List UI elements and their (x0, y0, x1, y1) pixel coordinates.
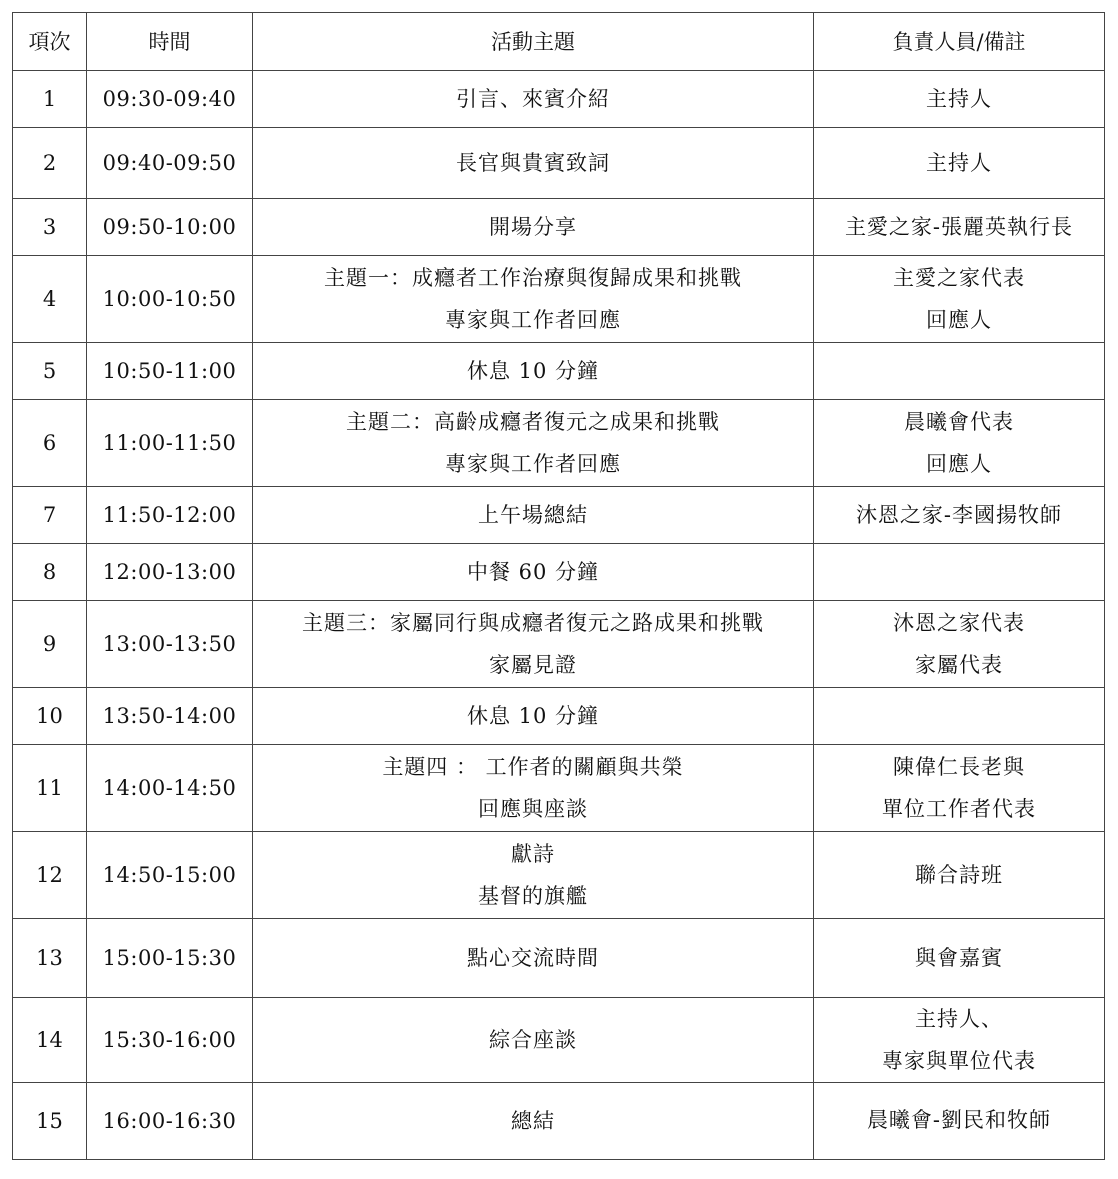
topic-line: 長官與貴賓致詞 (456, 151, 610, 175)
person-line: 陳偉仁長老與 (893, 755, 1025, 779)
responsible-person (814, 199, 1105, 256)
item-number: 6 (13, 400, 87, 487)
header-person: 負責人員/備註 (814, 13, 1105, 71)
topic-line: 獻詩 (511, 842, 555, 866)
item-number: 3 (13, 199, 87, 256)
table-row (13, 544, 1105, 601)
time-slot: 14:00-14:50 (87, 745, 253, 832)
item-number: 5 (13, 343, 87, 400)
item-number: 12 (13, 832, 87, 919)
activity-topic (253, 71, 814, 128)
person-line: 主愛之家-張麗英執行長 (844, 215, 1074, 239)
activity-topic (253, 487, 814, 544)
responsible-person (814, 400, 1105, 487)
activity-topic (253, 745, 814, 832)
header-time: 時間 (87, 13, 253, 71)
time-slot: 13:00-13:50 (87, 601, 253, 688)
activity-topic (253, 832, 814, 919)
item-number: 8 (13, 544, 87, 601)
item-number: 10 (13, 688, 87, 745)
person-line: 聯合詩班 (915, 863, 1003, 887)
topic-line: 家屬見證 (489, 653, 577, 677)
topic-line: 休息 10 分鐘 (466, 704, 600, 728)
table-row (13, 688, 1105, 745)
person-line: 沐恩之家代表 (893, 611, 1025, 635)
topic-line: 綜合座談 (489, 1028, 577, 1052)
table-row (13, 199, 1105, 256)
item-number: 14 (13, 998, 87, 1083)
time-slot: 09:30-09:40 (87, 71, 253, 128)
responsible-person (814, 487, 1105, 544)
table-row (13, 487, 1105, 544)
table-row (13, 256, 1105, 343)
item-number: 9 (13, 601, 87, 688)
responsible-person (814, 688, 1105, 745)
person-line: 主持人 (926, 87, 992, 111)
time-slot: 16:00-16:30 (87, 1083, 253, 1160)
responsible-person (814, 745, 1105, 832)
table-row (13, 832, 1105, 919)
topic-line: 休息 10 分鐘 (466, 359, 600, 383)
table-row (13, 1083, 1105, 1160)
table-row (13, 745, 1105, 832)
table-row (13, 998, 1105, 1083)
responsible-person (814, 128, 1105, 199)
topic-line: 回應與座談 (478, 797, 588, 821)
time-slot: 09:50-10:00 (87, 199, 253, 256)
item-number: 4 (13, 256, 87, 343)
topic-line: 主題四 ： 工作者的關顧與共榮 (382, 755, 684, 779)
time-slot: 10:00-10:50 (87, 256, 253, 343)
person-line: 主愛之家代表 (893, 266, 1025, 290)
time-slot: 15:00-15:30 (87, 919, 253, 998)
responsible-person (814, 256, 1105, 343)
activity-topic (253, 400, 814, 487)
time-slot: 09:40-09:50 (87, 128, 253, 199)
person-line: 回應人 (926, 308, 992, 332)
activity-topic (253, 601, 814, 688)
topic-line: 專家與工作者回應 (445, 308, 621, 332)
responsible-person (814, 998, 1105, 1083)
agenda-table (12, 12, 1105, 1160)
activity-topic (253, 544, 814, 601)
table-row (13, 71, 1105, 128)
responsible-person (814, 343, 1105, 400)
activity-topic (253, 998, 814, 1083)
topic-line: 中餐 60 分鐘 (466, 560, 600, 584)
time-slot: 12:00-13:00 (87, 544, 253, 601)
person-line: 家屬代表 (915, 653, 1003, 677)
activity-topic (253, 1083, 814, 1160)
activity-topic (253, 199, 814, 256)
person-line: 主持人、 (915, 1007, 1003, 1031)
person-line: 沐恩之家-李國揚牧師 (855, 503, 1063, 527)
person-line: 單位工作者代表 (882, 797, 1036, 821)
person-line: 晨曦會-劉民和牧師 (866, 1108, 1052, 1132)
activity-topic (253, 256, 814, 343)
topic-line: 主題三：家屬同行與成癮者復元之路成果和挑戰 (302, 611, 764, 635)
time-slot: 13:50-14:00 (87, 688, 253, 745)
time-slot: 10:50-11:00 (87, 343, 253, 400)
person-line: 晨曦會代表 (904, 410, 1014, 434)
activity-topic (253, 128, 814, 199)
time-slot: 14:50-15:00 (87, 832, 253, 919)
item-number: 11 (13, 745, 87, 832)
header-topic: 活動主題 (253, 13, 814, 71)
person-line: 專家與單位代表 (882, 1049, 1036, 1073)
topic-line: 點心交流時間 (467, 946, 599, 970)
responsible-person (814, 71, 1105, 128)
responsible-person (814, 832, 1105, 919)
time-slot: 11:50-12:00 (87, 487, 253, 544)
topic-line: 引言、來賓介紹 (456, 87, 610, 111)
activity-topic (253, 343, 814, 400)
responsible-person (814, 601, 1105, 688)
table-row (13, 919, 1105, 998)
topic-line: 上午場總結 (478, 503, 588, 527)
topic-line: 開場分享 (489, 215, 577, 239)
topic-line: 主題一：成癮者工作治療與復歸成果和挑戰 (324, 266, 742, 290)
person-line: 主持人 (926, 151, 992, 175)
item-number: 1 (13, 71, 87, 128)
header-row (13, 13, 1105, 71)
item-number: 7 (13, 487, 87, 544)
responsible-person (814, 1083, 1105, 1160)
person-line: 回應人 (926, 452, 992, 476)
person-line: 與會嘉賓 (915, 946, 1003, 970)
activity-topic (253, 919, 814, 998)
table-row (13, 601, 1105, 688)
header-item-no: 項次 (13, 13, 87, 71)
item-number: 2 (13, 128, 87, 199)
table-row (13, 400, 1105, 487)
time-slot: 15:30-16:00 (87, 998, 253, 1083)
time-slot: 11:00-11:50 (87, 400, 253, 487)
responsible-person (814, 919, 1105, 998)
table-row (13, 128, 1105, 199)
topic-line: 專家與工作者回應 (445, 452, 621, 476)
topic-line: 主題二：高齡成癮者復元之成果和挑戰 (346, 410, 720, 434)
table-row (13, 343, 1105, 400)
topic-line: 總結 (511, 1109, 555, 1133)
responsible-person (814, 544, 1105, 601)
item-number: 15 (13, 1083, 87, 1160)
topic-line: 基督的旗艦 (478, 884, 588, 908)
activity-topic (253, 688, 814, 745)
item-number: 13 (13, 919, 87, 998)
